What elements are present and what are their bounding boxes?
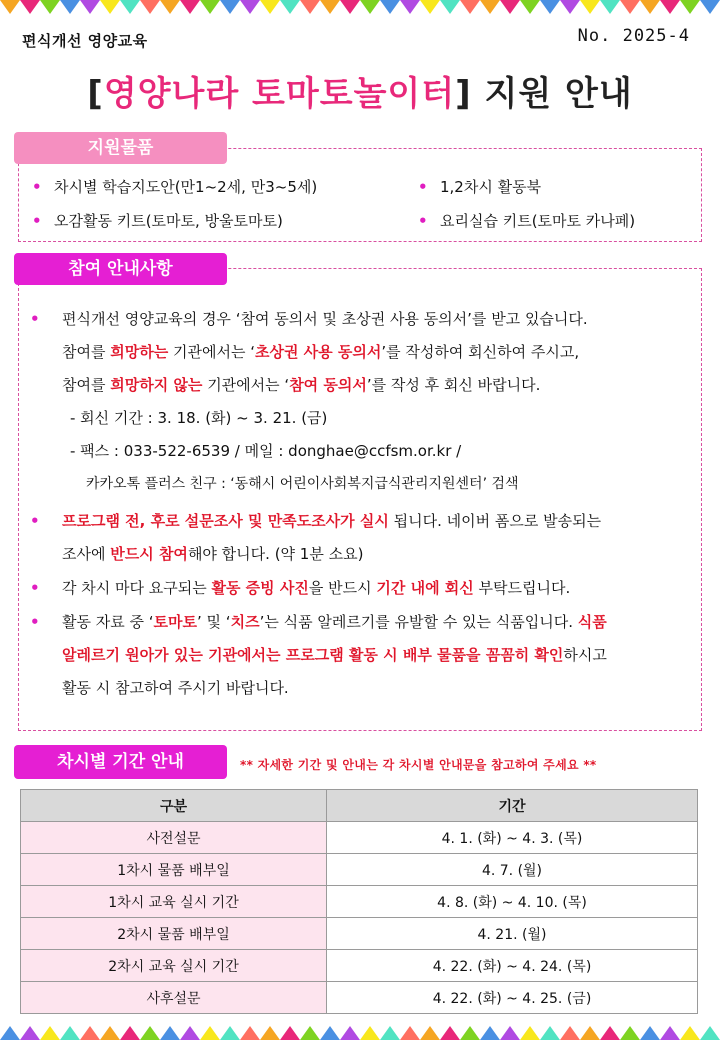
document-number: No. 2025-4 [577,26,690,46]
guide-line: 참여를 희망하지 않는 기관에서는 ‘참여 동의서’를 작성 후 회신 바랍니다. [62,376,541,394]
supply-item [418,210,635,231]
table-cell: 4. 22. (화) ~ 4. 25. (금) [327,982,698,1014]
border-triangle [520,1026,540,1040]
guide-line: 참여를 희망하는 기관에서는 ‘초상권 사용 동의서’를 작성하여 회신하여 주시고, [62,343,580,361]
border-triangle [20,0,40,14]
table-cell: 사후설문 [21,982,327,1014]
border-triangle [480,0,500,14]
schedule-note: ** 자세한 기간 및 안내는 각 차시별 안내문을 참고하여 주세요 ** [240,758,597,772]
border-triangle [360,1026,380,1040]
border-triangle [460,1026,480,1040]
program-name: 편식개선 영양교육 [22,32,148,50]
border-triangle [140,1026,160,1040]
border-triangle [520,0,540,14]
guide-paragraph-consent [30,303,686,501]
border-triangle [300,1026,320,1040]
border-triangle [160,0,180,14]
border-triangle [220,0,240,14]
border-triangle [380,0,400,14]
title-highlight: 영양나라 토마토놀이터 [103,74,456,114]
border-triangle [120,0,140,14]
border-triangle [280,0,300,14]
bullet-icon: • [30,579,40,597]
border-triangle [420,0,440,14]
supply-item [418,176,541,197]
kakao-info: 카카오톡 플러스 친구 : ‘동해시 어린이사회복지급식관리지원센터’ 검색 [86,476,519,492]
column-header: 기간 [327,790,698,822]
border-triangle [100,0,120,14]
bullet-icon: • [30,512,40,530]
border-triangle [540,1026,560,1040]
supply-item-label: 차시별 학습지도안(만1~2세, 만3~5세) [54,178,318,196]
guide-line: 프로그램 전, 후로 설문조사 및 만족도조사가 실시 됩니다. 네이버 폼으로 발송되는 [62,512,602,530]
border-triangle [620,1026,640,1040]
table-cell: 사전설문 [21,822,327,854]
border-triangle [240,0,260,14]
border-triangle [620,0,640,14]
border-triangle [500,1026,520,1040]
border-triangle [200,1026,220,1040]
table-row [21,982,698,1014]
table-cell: 4. 21. (월) [327,918,698,950]
border-triangle [200,0,220,14]
border-triangle [680,1026,700,1040]
table-row [21,854,698,886]
supply-item [32,210,283,231]
bullet-icon: • [418,212,428,230]
border-triangle [0,1026,20,1040]
border-triangle [380,1026,400,1040]
table-cell: 1차시 물품 배부일 [21,854,327,886]
border-triangle [240,1026,260,1040]
schedule-table [20,789,698,1014]
border-triangle [660,0,680,14]
guide-line: 활동 시 참고하여 주시기 바랍니다. [62,679,289,697]
table-cell: 1차시 교육 실시 기간 [21,886,327,918]
border-triangle [340,1026,360,1040]
border-triangle [320,0,340,14]
supply-item-label: 요리실습 키트(토마토 카나페) [440,212,636,230]
table-cell: 4. 7. (월) [327,854,698,886]
border-triangle [140,0,160,14]
border-triangle [100,1026,120,1040]
border-triangle [700,1026,720,1040]
border-triangle [80,1026,100,1040]
border-triangle [0,0,20,14]
border-triangle [640,0,660,14]
supply-item-label: 오감활동 키트(토마토, 방울토마토) [54,212,283,230]
table-header-row [21,790,698,822]
border-triangle [360,0,380,14]
border-triangle [680,0,700,14]
table-cell: 2차시 물품 배부일 [21,918,327,950]
border-triangle [500,0,520,14]
border-triangle [20,1026,40,1040]
border-triangle [600,1026,620,1040]
border-triangle [400,1026,420,1040]
supplies-tab: 지원물품 [14,132,227,164]
border-triangle [580,1026,600,1040]
title-bracket-open: [ [87,74,104,114]
title-bracket-close: ] [455,74,472,114]
bullet-icon: • [32,178,42,196]
bullet-icon: • [30,613,40,631]
border-triangle [260,1026,280,1040]
column-header: 구분 [21,790,327,822]
guide-paragraph-allergy [30,606,686,705]
guide-paragraph-photos [30,572,686,605]
guide-line: 알레르기 원아가 있는 기관에서는 프로그램 활동 시 배부 물품을 꼼꼼히 확인하시고 [62,646,607,664]
table-cell: 4. 1. (화) ~ 4. 3. (목) [327,822,698,854]
table-cell: 4. 22. (화) ~ 4. 24. (목) [327,950,698,982]
border-triangle [540,0,560,14]
border-triangle [700,0,720,14]
title-rest: 지원 안내 [471,74,633,114]
guide-line: 조사에 반드시 참여해야 합니다. (약 1분 소요) [62,545,364,563]
border-triangle [80,0,100,14]
reply-period: - 회신 기간 : 3. 18. (화) ~ 3. 21. (금) [70,409,328,427]
bullet-icon: • [30,310,40,328]
border-triangle [660,1026,680,1040]
border-triangle [560,1026,580,1040]
border-triangle [300,0,320,14]
border-triangle [260,0,280,14]
border-triangle [580,0,600,14]
bullet-icon: • [32,212,42,230]
table-row [21,822,698,854]
table-row [21,918,698,950]
border-triangle [220,1026,240,1040]
bullet-icon: • [418,178,428,196]
guide-line: 활동 자료 중 ‘토마토’ 및 ‘치즈’는 식품 알레르기를 유발할 수 있는 식품입니다. 식품 [62,613,607,631]
border-triangle [420,1026,440,1040]
schedule-tab: 차시별 기간 안내 [14,745,227,779]
border-triangle [60,0,80,14]
border-triangle [180,1026,200,1040]
border-triangle [560,0,580,14]
border-triangle [640,1026,660,1040]
guide-tab: 참여 안내사항 [14,253,227,285]
border-triangle [160,1026,180,1040]
border-triangle [320,1026,340,1040]
guide-line: 각 차시 마다 요구되는 활동 증빙 사진을 반드시 기간 내에 회신 부탁드립니다. [62,579,571,597]
page-title [0,66,720,115]
decorative-triangle-border-top [0,0,720,14]
border-triangle [280,1026,300,1040]
supply-item [32,176,317,197]
border-triangle [40,0,60,14]
guide-line: 편식개선 영양교육의 경우 ‘참여 동의서 및 초상권 사용 동의서’를 받고 있습니다. [62,310,588,328]
border-triangle [60,1026,80,1040]
border-triangle [340,0,360,14]
table-cell: 2차시 교육 실시 기간 [21,950,327,982]
border-triangle [40,1026,60,1040]
border-triangle [440,1026,460,1040]
table-row [21,950,698,982]
border-triangle [120,1026,140,1040]
border-triangle [180,0,200,14]
border-triangle [480,1026,500,1040]
contact-info: - 팩스 : 033-522-6539 / 메일 : donghae@ccfsm.or.kr / [70,442,462,460]
table-row [21,886,698,918]
border-triangle [400,0,420,14]
guide-paragraph-survey [30,505,686,571]
supply-item-label: 1,2차시 활동북 [440,178,542,196]
decorative-triangle-border-bottom [0,1026,720,1040]
border-triangle [460,0,480,14]
table-cell: 4. 8. (화) ~ 4. 10. (목) [327,886,698,918]
border-triangle [440,0,460,14]
border-triangle [600,0,620,14]
